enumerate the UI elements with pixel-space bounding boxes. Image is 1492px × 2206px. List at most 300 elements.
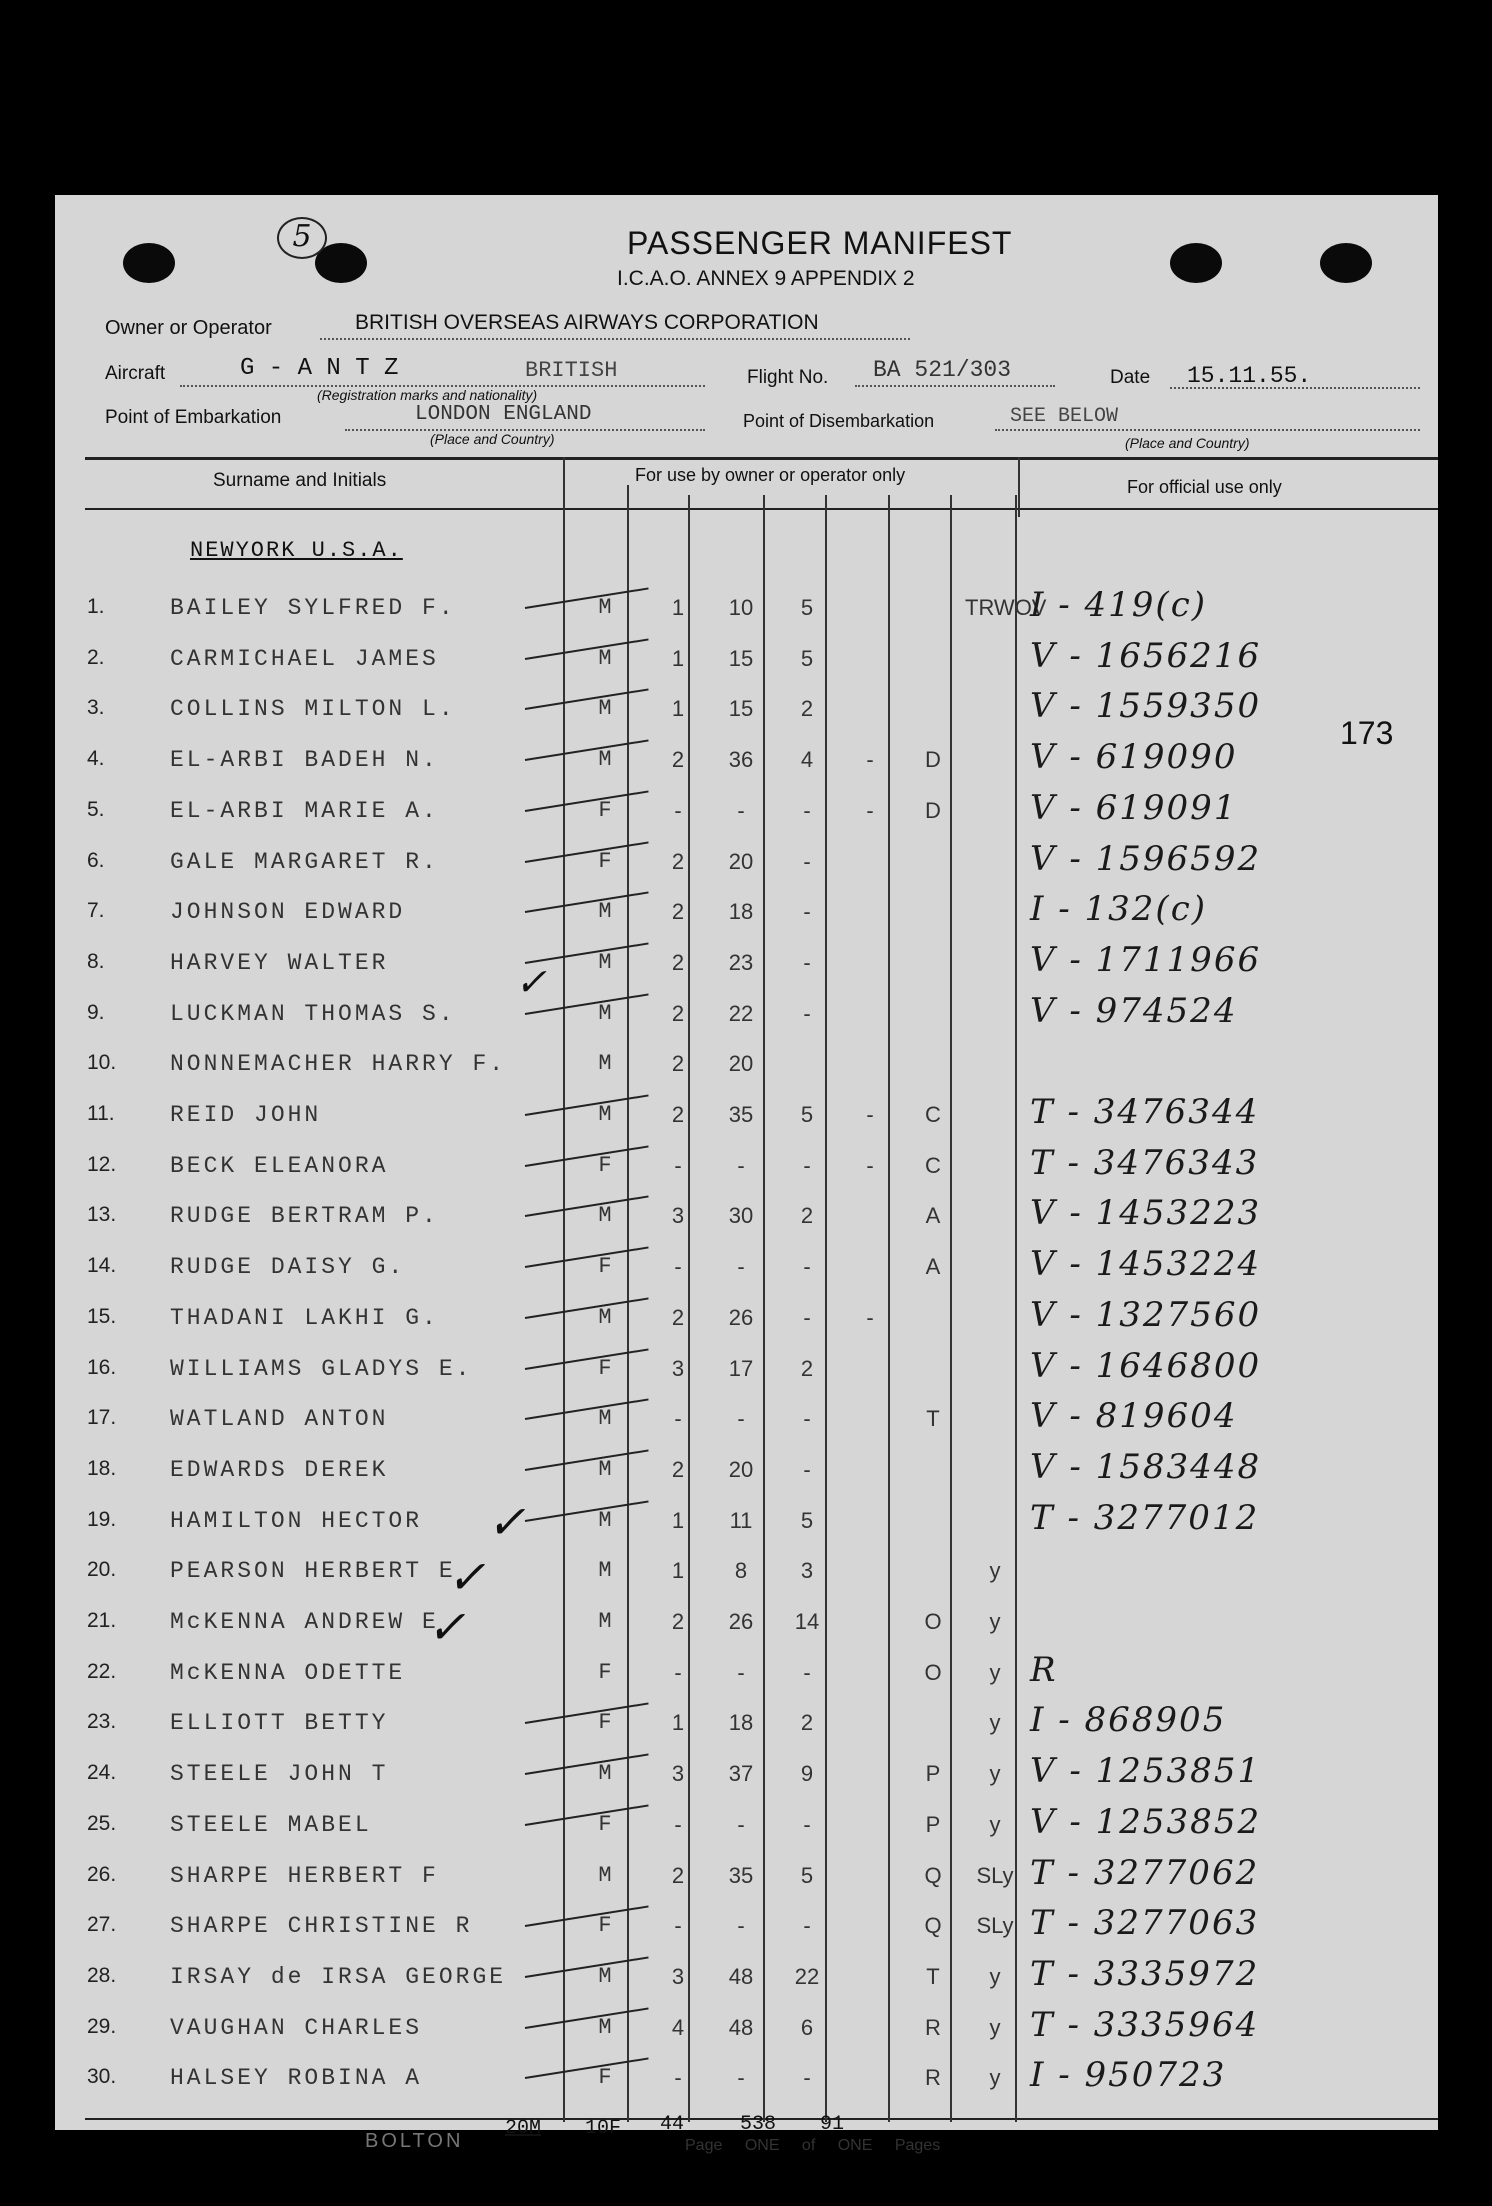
table-row (55, 1092, 1438, 1142)
operator-col-6: y (989, 1710, 1001, 1736)
operator-col-2: 35 (728, 1102, 754, 1127)
row-number: 13. (87, 1203, 117, 1227)
row-number: 27. (87, 1913, 117, 1937)
aircraft-value: G - A N T Z (240, 355, 399, 382)
passenger-sex: F (598, 1811, 612, 1837)
operator-col-3: 4 (800, 747, 814, 773)
passenger-sex: M (598, 747, 612, 773)
operator-col-2: 17 (728, 1355, 754, 1381)
table-row (55, 940, 1438, 990)
operator-col-6: y (989, 1963, 1001, 1989)
passenger-sex: F (598, 797, 612, 823)
operator-col-6: y (989, 1761, 1001, 1787)
passenger-name: RUDGE BERTRAM P. (170, 1203, 439, 1230)
operator-col-1: 2 (671, 848, 685, 874)
operator-col-2: - (737, 1152, 745, 1178)
table-row (55, 1802, 1438, 1852)
date-label: Date (1110, 367, 1151, 388)
operator-col-2: 20 (728, 848, 754, 874)
operator-col-1: 2 (671, 1102, 685, 1127)
row-number: 3. (87, 696, 105, 720)
owner-label: Owner or Operator (105, 317, 272, 339)
operator-col-2: 22 (728, 1000, 754, 1026)
operator-col-3: - (803, 1254, 811, 1280)
row-number: 23. (87, 1710, 117, 1734)
operator-col-6: TRWOV (965, 595, 1047, 620)
operator-col-1: 1 (671, 645, 685, 671)
page-count: Page ONE of ONE Pages (685, 2137, 941, 2154)
table-row (55, 1700, 1438, 1750)
operator-col-2: - (737, 1659, 745, 1685)
operator-col-3: - (803, 1000, 811, 1026)
operator-col-2: 26 (728, 1304, 754, 1330)
row-number: 7. (87, 899, 105, 923)
embark-note: (Place and Country) (430, 431, 555, 447)
operator-col-1: 1 (671, 1507, 685, 1533)
official-note: V - 619090 (1030, 737, 1238, 778)
table-row (55, 839, 1438, 889)
operator-col-2: 15 (728, 645, 754, 671)
passenger-sex: M (598, 1102, 612, 1127)
passenger-name: EL-ARBI MARIE A. (170, 797, 439, 824)
passenger-name: HALSEY ROBINA A (170, 2065, 423, 2092)
operator-col-5: Q (924, 1913, 942, 1939)
official-note: I - 950723 (1030, 2055, 1227, 2096)
punch-hole-icon (123, 243, 175, 283)
passenger-sex: M (598, 1456, 612, 1482)
passenger-sex: M (598, 1507, 612, 1533)
row-number: 25. (87, 1811, 117, 1835)
passenger-name: BECK ELEANORA (170, 1152, 389, 1179)
operator-col-3: - (803, 2065, 811, 2091)
passenger-name: McKENNA ANDREW E (170, 1609, 439, 1635)
operator-col-5: A (925, 1254, 941, 1280)
table-row (55, 1751, 1438, 1801)
operator-col-5: R (925, 2014, 941, 2040)
official-note: R (1030, 1649, 1058, 1690)
operator-col-1: - (674, 1152, 682, 1178)
manifest-subtitle: I.C.A.O. ANNEX 9 APPENDIX 2 (617, 267, 915, 290)
official-note: V - 1253852 (1030, 1801, 1262, 1842)
operator-col-1: - (674, 1811, 682, 1837)
operator-col-2: - (737, 1254, 745, 1280)
passenger-sex: F (598, 848, 612, 874)
passenger-name: PEARSON HERBERT E (170, 1558, 456, 1585)
operator-col-2: - (737, 1406, 745, 1432)
operator-col-5: R (925, 2065, 941, 2091)
table-row (55, 1954, 1438, 2004)
operator-col-3: - (803, 1811, 811, 1837)
row-number: 9. (87, 1000, 105, 1024)
operator-col-5: O (924, 1659, 942, 1685)
operator-col-1: 2 (671, 1456, 685, 1482)
row-number: 28. (87, 1963, 117, 1987)
row-number: 10. (87, 1051, 117, 1075)
table-row (55, 636, 1438, 686)
operator-col-3: 2 (800, 696, 814, 722)
table-row (55, 1244, 1438, 1294)
operator-col-1: - (674, 1913, 682, 1939)
operator-col-6: SLy (976, 1913, 1014, 1939)
passenger-sex: M (598, 949, 612, 975)
official-note: V - 1646800 (1030, 1345, 1262, 1386)
operator-col-3: 9 (800, 1761, 814, 1787)
official-note: V - 1656216 (1030, 635, 1262, 676)
aircraft-note: (Registration marks and nationality) (317, 387, 538, 403)
operator-col-2: 23 (728, 949, 754, 975)
aircraft-nationality: BRITISH (525, 358, 618, 383)
tick-mark-icon: ✓ (447, 1550, 486, 1604)
manifest-title: PASSENGER MANIFEST (627, 225, 1013, 261)
tick-mark-icon: ✓ (427, 1600, 466, 1654)
official-note: I - 419(c) (1030, 585, 1208, 625)
operator-col-1: 3 (671, 1761, 685, 1787)
operator-col-1: 2 (671, 1000, 685, 1026)
passenger-sex: M (598, 696, 612, 722)
operator-col-3: - (803, 848, 811, 874)
table-row (55, 1498, 1438, 1548)
operator-col-1: 1 (671, 1710, 685, 1736)
operator-col-2: 15 (728, 696, 754, 722)
operator-col-2: - (737, 797, 745, 823)
passenger-name: COLLINS MILTON L. (170, 696, 456, 723)
operator-col-6: y (989, 1659, 1001, 1685)
operator-col-2: 20 (728, 1456, 754, 1482)
passenger-sex: F (598, 1710, 612, 1736)
operator-col-5: D (925, 747, 941, 773)
official-note: V - 1559350 (1030, 686, 1262, 727)
operator-col-3: 5 (800, 1507, 814, 1533)
row-number: 30. (87, 2065, 117, 2089)
passenger-name: HARVEY WALTER (170, 949, 389, 976)
passenger-sex: M (598, 1609, 612, 1634)
official-note: V - 1327560 (1030, 1294, 1262, 1335)
embark-value: LONDON ENGLAND (415, 403, 592, 426)
disembark-note: (Place and Country) (1125, 435, 1250, 451)
operator-col-5: C (925, 1152, 941, 1178)
row-number: 20. (87, 1558, 117, 1582)
operator-col-3: - (803, 1913, 811, 1939)
operator-col-3: 5 (800, 1862, 814, 1888)
operator-col-3: - (803, 797, 811, 823)
passenger-name: SHARPE HERBERT F (170, 1862, 439, 1889)
operator-col-2: 8 (734, 1558, 748, 1584)
table-row (55, 1346, 1438, 1396)
passenger-name: GALE MARGARET R. (170, 848, 439, 875)
destination-heading: NEWYORK U.S.A. (190, 538, 403, 563)
col-official-header: For official use only (1127, 477, 1282, 497)
official-note: T - 3476343 (1030, 1142, 1260, 1183)
operator-col-2: 48 (728, 1963, 754, 1989)
operator-col-2: 18 (728, 899, 754, 925)
operator-col-1: 2 (671, 899, 685, 925)
side-number: 173 (1340, 715, 1394, 751)
operator-col-4: - (866, 1304, 874, 1330)
row-number: 14. (87, 1254, 117, 1278)
official-note: V - 1453224 (1030, 1244, 1262, 1285)
passenger-name: WILLIAMS GLADYS E. (170, 1355, 473, 1382)
official-note: V - 1596592 (1030, 838, 1262, 879)
passenger-name: STEELE MABEL (170, 1811, 372, 1838)
operator-col-3: 22 (794, 1963, 820, 1989)
row-number: 8. (87, 949, 105, 973)
operator-col-1: 2 (671, 1051, 685, 1077)
row-number: 16. (87, 1355, 117, 1379)
flight-value: BA 521/303 (873, 357, 1012, 383)
operator-col-1: 3 (671, 1355, 685, 1381)
operator-col-4: - (866, 797, 874, 823)
row-number: 6. (87, 848, 105, 872)
passenger-sex: M (598, 899, 612, 925)
operator-col-2: 10 (728, 595, 754, 620)
official-note: T - 3335972 (1030, 1953, 1260, 1994)
passenger-name: VAUGHAN CHARLES (170, 2014, 423, 2041)
operator-col-6: y (989, 2065, 1001, 2091)
official-note: I - 132(c) (1030, 889, 1208, 930)
table-row (55, 889, 1438, 939)
row-number: 19. (87, 1507, 117, 1531)
official-note: T - 3476344 (1030, 1092, 1260, 1132)
operator-col-2: 20 (728, 1051, 754, 1077)
official-note: V - 1711966 (1030, 939, 1262, 980)
passenger-sex: M (598, 1406, 612, 1432)
operator-col-2: 11 (729, 1507, 753, 1533)
official-note: T - 3277012 (1030, 1497, 1260, 1538)
operator-col-2: - (737, 1811, 745, 1837)
operator-col-1: - (674, 1406, 682, 1432)
passenger-sex: M (598, 1000, 612, 1026)
operator-col-4: - (866, 747, 874, 773)
row-number: 4. (87, 747, 105, 771)
table-row (55, 991, 1438, 1041)
operator-col-6: SLy (976, 1862, 1014, 1888)
official-note: V - 819604 (1030, 1396, 1238, 1437)
table-row (55, 737, 1438, 787)
operator-col-2: 18 (728, 1710, 754, 1736)
passenger-name: JOHNSON EDWARD (170, 899, 406, 926)
col-surname-header: Surname and Initials (213, 470, 387, 491)
operator-col-2: - (737, 2065, 745, 2091)
table-row (55, 1396, 1438, 1446)
flight-label: Flight No. (747, 367, 829, 388)
passenger-name: HAMILTON HECTOR (170, 1507, 423, 1534)
row-number: 11. (87, 1102, 115, 1125)
passenger-name: BAILEY SYLFRED F. (170, 595, 456, 621)
operator-col-1: - (674, 1659, 682, 1685)
table-row (55, 1853, 1438, 1903)
operator-col-1: - (674, 2065, 682, 2091)
official-note: T - 3277063 (1030, 1903, 1260, 1944)
operator-col-3: 2 (800, 1203, 814, 1229)
passenger-sex: F (598, 2065, 612, 2091)
passenger-name: McKENNA ODETTE (170, 1659, 406, 1686)
passenger-name: ELLIOTT BETTY (170, 1710, 389, 1737)
passenger-name: SHARPE CHRISTINE R (170, 1913, 473, 1940)
operator-col-2: - (737, 1913, 745, 1939)
row-number: 1. (87, 595, 105, 618)
operator-col-2: 26 (728, 1609, 754, 1634)
official-note: V - 1253851 (1030, 1751, 1262, 1792)
operator-col-3: 2 (800, 1355, 814, 1381)
date-value: 15.11.55. (1187, 363, 1312, 389)
table-row (55, 2005, 1438, 2055)
operator-col-4: - (866, 1152, 874, 1178)
disembark-value: SEE BELOW (1010, 405, 1119, 428)
row-number: 12. (87, 1152, 117, 1176)
passenger-name: CARMICHAEL JAMES (170, 645, 439, 672)
operator-col-3: 2 (800, 1710, 814, 1736)
operator-col-5: Q (924, 1862, 942, 1888)
operator-col-5: D (925, 797, 941, 823)
punch-hole-icon (1170, 243, 1222, 283)
operator-col-1: - (674, 1254, 682, 1280)
operator-col-1: 4 (671, 2014, 685, 2040)
passenger-sex: M (598, 1304, 612, 1330)
table-row (55, 686, 1438, 736)
table-row (55, 1447, 1438, 1497)
row-number: 15. (87, 1304, 117, 1328)
operator-col-5: P (925, 1811, 941, 1837)
page-mark: 5 (277, 217, 327, 259)
row-number: 22. (87, 1659, 117, 1683)
official-note: T - 3277062 (1030, 1852, 1260, 1893)
row-number: 5. (87, 797, 105, 821)
operator-col-6: y (989, 1609, 1001, 1634)
passenger-name: RUDGE DAISY G. (170, 1254, 406, 1281)
passenger-sex: M (598, 1761, 612, 1787)
operator-col-6: y (989, 2014, 1001, 2040)
operator-col-1: 3 (671, 1203, 685, 1229)
table-row (55, 1903, 1438, 1953)
table-row (55, 788, 1438, 838)
operator-col-2: 36 (728, 747, 754, 773)
row-number: 18. (87, 1456, 117, 1480)
table-row (55, 1143, 1438, 1193)
passenger-sex: M (598, 2014, 612, 2040)
passenger-sex: F (598, 1659, 612, 1685)
passenger-sex: M (598, 645, 612, 671)
official-note: V - 1453223 (1030, 1193, 1262, 1234)
operator-col-1: 2 (671, 747, 685, 773)
owner-value: BRITISH OVERSEAS AIRWAYS CORPORATION (355, 311, 819, 334)
operator-col-1: 3 (671, 1963, 685, 1989)
operator-col-5: P (925, 1761, 941, 1787)
passenger-name: EDWARDS DEREK (170, 1456, 389, 1483)
passenger-name: REID JOHN (170, 1102, 322, 1128)
table-row (55, 2055, 1438, 2105)
aircraft-label: Aircraft (105, 363, 166, 384)
operator-col-2: 35 (728, 1862, 754, 1888)
total-3: 91 (820, 2113, 845, 2136)
operator-col-3: 14 (794, 1609, 820, 1634)
operator-col-5: O (924, 1609, 942, 1634)
operator-col-5: A (925, 1203, 941, 1229)
passenger-name: EL-ARBI BADEH N. (170, 747, 439, 774)
operator-col-3: 5 (800, 645, 814, 671)
official-note: I - 868905 (1030, 1700, 1227, 1741)
operator-col-3: 6 (800, 2014, 814, 2040)
operator-col-5: T (926, 1963, 940, 1989)
official-note: V - 1583448 (1030, 1446, 1262, 1487)
table-row (55, 585, 1438, 635)
table-row (55, 1041, 1438, 1091)
operator-col-2: 30 (728, 1203, 754, 1229)
passenger-name: STEELE JOHN T (170, 1761, 389, 1788)
passenger-sex: F (598, 1913, 612, 1939)
disembark-label: Point of Disembarkation (743, 411, 935, 431)
total-2: 538 (740, 2113, 777, 2136)
operator-col-1: - (674, 797, 682, 823)
operator-col-6: y (989, 1558, 1001, 1584)
operator-col-3: - (803, 899, 811, 925)
table-row (55, 1548, 1438, 1598)
total-1: 44 (660, 2113, 685, 2136)
row-number: 26. (87, 1862, 117, 1886)
official-note: V - 974524 (1030, 990, 1238, 1031)
passenger-sex: F (598, 1254, 612, 1280)
operator-col-4: - (866, 1102, 874, 1127)
manifest-page (55, 195, 1438, 2154)
operator-col-3: - (803, 949, 811, 975)
official-note: T - 3335964 (1030, 2004, 1260, 2045)
total-female: 10F (585, 2117, 622, 2140)
operator-col-5: T (926, 1406, 940, 1432)
passenger-sex: F (598, 1355, 612, 1381)
operator-col-3: - (803, 1406, 811, 1432)
operator-col-1: 2 (671, 1304, 685, 1330)
operator-col-1: 1 (671, 595, 685, 620)
tick-mark-icon: ✓ (515, 960, 547, 1004)
passenger-name: WATLAND ANTON (170, 1406, 389, 1433)
operator-col-3: 5 (800, 595, 814, 620)
operator-col-3: - (803, 1456, 811, 1482)
row-number: 21. (87, 1609, 117, 1632)
row-number: 24. (87, 1761, 117, 1785)
operator-col-1: 2 (671, 949, 685, 975)
row-number: 17. (87, 1406, 117, 1430)
operator-col-1: 1 (671, 1558, 685, 1584)
passenger-sex: M (598, 595, 612, 620)
operator-col-1: 1 (671, 696, 685, 722)
passenger-name: LUCKMAN THOMAS S. (170, 1000, 456, 1027)
passenger-sex: M (598, 1862, 612, 1888)
passenger-name: THADANI LAKHI G. (170, 1304, 439, 1331)
embark-label: Point of Embarkation (105, 407, 282, 428)
tick-mark-icon: ✓ (487, 1495, 526, 1549)
passenger-name: NONNEMACHER HARRY F. (170, 1051, 507, 1078)
operator-col-3: 3 (800, 1558, 814, 1584)
signature: BOLTON (365, 2130, 464, 2152)
row-number: 29. (87, 2014, 117, 2038)
operator-col-2: 48 (728, 2014, 754, 2040)
passenger-sex: M (598, 1558, 612, 1584)
passenger-name: IRSAY de IRSA GEORGE (170, 1963, 507, 1990)
operator-col-6: y (989, 1811, 1001, 1837)
passenger-sex: M (598, 1963, 612, 1989)
col-operator-header: For use by owner or operator only (635, 465, 906, 485)
row-number: 2. (87, 645, 105, 669)
punch-hole-icon (1320, 243, 1372, 283)
total-male: 20M (505, 2117, 542, 2140)
operator-col-1: 2 (671, 1862, 685, 1888)
passenger-sex: M (598, 1203, 612, 1229)
passenger-sex: F (598, 1152, 612, 1178)
operator-col-1: 2 (671, 1609, 685, 1634)
operator-col-3: - (803, 1659, 811, 1685)
operator-col-5: C (925, 1102, 941, 1127)
official-note: V - 619091 (1030, 787, 1238, 828)
operator-col-3: - (803, 1152, 811, 1178)
